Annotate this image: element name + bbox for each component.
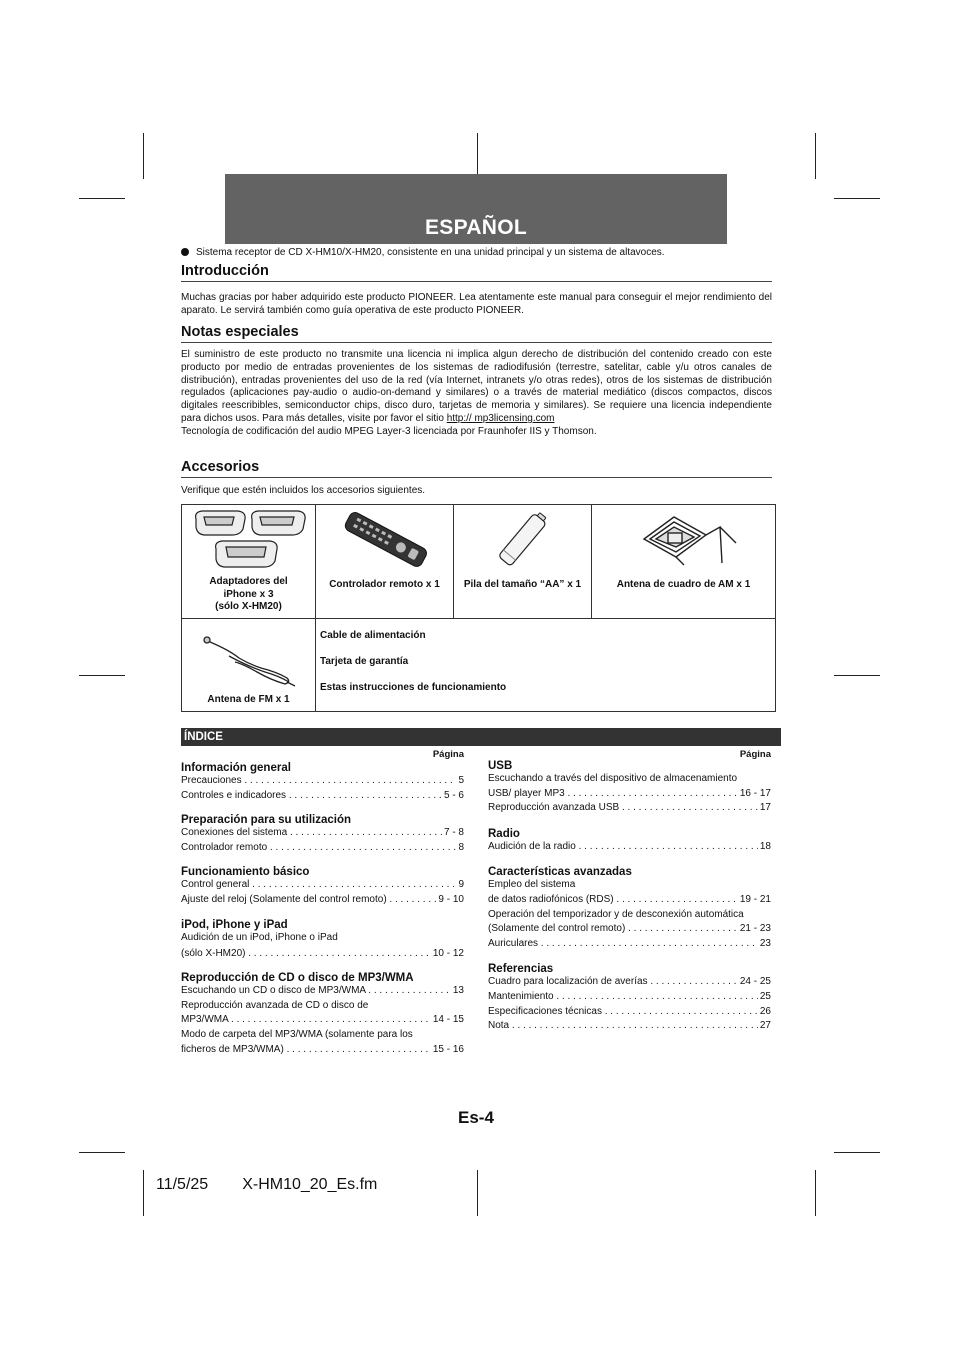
product-bullet: [181, 247, 781, 258]
index-entry[interactable]: Cuadro para localización de averías . . . 24 - 25: [488, 975, 771, 990]
intro-heading: Introducción: [181, 263, 772, 282]
index-entry[interactable]: Reproducción avanzada USB . . . 17: [488, 801, 771, 816]
page-label: Página: [432, 749, 464, 760]
adapters-caption-1: Adaptadores del: [209, 576, 288, 587]
adapters-caption-3: (sólo X-HM20): [215, 601, 282, 612]
index-entry[interactable]: Control general . . . 9: [181, 878, 464, 893]
index-entry[interactable]: (sólo X-HM20) . . . 10 - 12: [181, 945, 464, 962]
page-label: Página: [739, 749, 771, 760]
crop-mark: [815, 133, 816, 179]
index-entry[interactable]: (Solamente del control remoto) . . . 21 - 23: [488, 922, 771, 937]
misc-item-instructions: Estas instrucciones de funcionamiento: [320, 681, 507, 693]
index-group-heading[interactable]: Reproducción de CD o disco de MP3/WMA: [181, 972, 414, 985]
index-entry[interactable]: Mantenimiento . . . 25: [488, 990, 771, 1005]
crop-mark: [79, 198, 125, 199]
accessories-intro: Verifique que estén incluidos los accesorios siguientes.: [181, 485, 426, 496]
index-entry[interactable]: Especificaciones técnicas . . . 26: [488, 1005, 771, 1020]
footer-date: 11/5/25: [156, 1176, 209, 1193]
crop-mark: [477, 1170, 478, 1216]
accessory-cell-battery: [454, 505, 592, 619]
index-entry[interactable]: Escuchando un CD o disco de MP3/WMA . . . 13: [181, 984, 464, 999]
accessories-heading: Accesorios: [181, 459, 772, 478]
crop-mark: [143, 1170, 144, 1216]
notes-text: El suministro de este producto no transmite una licencia ni implica algun derecho de distribución del contenido creado con este producto por medio de entradas provenientes de los sistemas de radiodifusión (terrestre, satelitar, cable y/u otros canales de distribución), entradas provenientes del uso de la red (vía Internet, intranets y/o otras redes), otros de los sistemas de distribución regulados (aplicaciones pay-audio o audio-on-demand y similares) o a través de material mediático (discos compactos, discos digitales reescribibles, semiconductor chips, disco duro, tarjetas de memoria y similares). Se requiere una licencia independiente para dichos usos. Para más detalles, visite por favor el sitio: [181, 349, 772, 424]
index-entry[interactable]: de datos radiofónicos (RDS) . . . 19 - 21: [488, 893, 771, 908]
remote-caption: Controlador remoto x 1: [329, 579, 440, 590]
index-entry[interactable]: Auriculares . . . 23: [488, 937, 771, 952]
language-banner: [225, 174, 727, 244]
index-group-heading[interactable]: Preparación para su utilización: [181, 814, 351, 827]
intro-text: Muchas gracias por haber adquirido este producto PIONEER. Lea atentamente este manual para conseguir el mejor rendimiento del aparato. Le servirá también como guía operativa de este producto PIONEER.: [181, 292, 772, 316]
index-group-heading[interactable]: Funcionamiento básico: [181, 866, 310, 879]
footer-filename: X-HM10_20_Es.fm: [242, 1176, 378, 1193]
index-entry[interactable]: MP3/WMA . . . 14 - 15: [181, 1013, 464, 1028]
iphone-adapters-icon: [182, 505, 315, 573]
index-right-column: [488, 749, 771, 1034]
index-entry[interactable]: Nota . . . 27: [488, 1019, 771, 1034]
crop-mark: [815, 1170, 816, 1216]
print-footer: [156, 1176, 377, 1194]
accessory-cell-remote: [316, 505, 454, 619]
fm-antenna-caption: Antena de FM x 1: [207, 694, 290, 705]
misc-item-warranty: Tarjeta de garantía: [320, 655, 409, 667]
index-entry[interactable]: Ajuste del reloj (Solamente del control remoto) . . . 9 - 10: [181, 893, 464, 908]
index-header: ÍNDICE: [181, 728, 781, 746]
crop-mark: [834, 675, 880, 676]
adapters-caption-2: iPhone x 3: [223, 588, 274, 600]
index-entry[interactable]: Precauciones . . . 5: [181, 774, 464, 789]
index-entry-text: Audición de un iPod, iPhone o iPad: [181, 931, 338, 943]
index-entry[interactable]: USB/ player MP3 . . . 16 - 17: [488, 787, 771, 802]
am-loop-antenna-icon: [592, 505, 775, 573]
notes-text-block: [181, 349, 772, 439]
index-entry[interactable]: Audición de la radio . . . 18: [488, 840, 771, 855]
licensing-link[interactable]: http:// mp3licensing.com: [446, 412, 555, 424]
battery-icon: [454, 505, 591, 573]
notes-text-2: Tecnología de codificación del audio MPEG Layer-3 licenciada por Fraunhofer IIS y Thomson.: [181, 425, 597, 437]
index-group-heading[interactable]: Referencias: [488, 963, 554, 976]
crop-mark: [79, 1152, 125, 1153]
accessory-cell-misc: [316, 618, 776, 711]
index-entry-text: Escuchando a través del dispositivo de almacenamiento: [488, 773, 738, 784]
accessories-table: [181, 504, 776, 712]
index-group-heading[interactable]: iPod, iPhone y iPad: [181, 918, 288, 931]
crop-mark: [834, 198, 880, 199]
crop-mark: [79, 675, 125, 676]
index-entry-text: Empleo del sistema: [488, 879, 576, 891]
accessory-cell-am-antenna: [592, 505, 776, 619]
am-antenna-caption: Antena de cuadro de AM x 1: [616, 579, 751, 590]
index-entry-text: Modo de carpeta del MP3/WMA (solamente para los: [181, 1028, 413, 1040]
crop-mark: [477, 133, 478, 179]
page-number: Es-4: [458, 1108, 494, 1127]
page-title: ESPAÑOL: [424, 216, 528, 239]
notes-heading: Notas especiales: [181, 324, 772, 343]
index-entry[interactable]: Conexiones del sistema . . . 7 - 8: [181, 826, 464, 841]
index-left-column: [181, 749, 464, 1057]
fm-antenna-icon: [182, 629, 315, 691]
index-entry[interactable]: ficheros de MP3/WMA) . . . 15 - 16: [181, 1043, 464, 1058]
battery-caption: Pila del tamaño “AA” x 1: [463, 579, 582, 590]
crop-mark: [834, 1152, 880, 1153]
index-group-heading[interactable]: USB: [488, 760, 513, 772]
index-entry-text: Reproducción avanzada de CD o disco de: [181, 999, 369, 1011]
index-group-heading[interactable]: Radio: [488, 827, 520, 840]
remote-control-icon: [316, 505, 453, 573]
index-group-heading[interactable]: Información general: [181, 762, 291, 774]
accessory-cell-adapters: [182, 505, 316, 619]
bullet-icon: [181, 248, 189, 256]
index-group-heading[interactable]: Características avanzadas: [488, 866, 632, 879]
crop-mark: [143, 133, 144, 179]
index-entry[interactable]: Controles e indicadores . . . 5 - 6: [181, 789, 464, 804]
product-bullet-text: Sistema receptor de CD X-HM10/X-HM20, consistente en una unidad principal y un sistema de altavoces.: [196, 247, 665, 258]
index-entry-text: Operación del temporizador y de desconexión automática: [488, 908, 744, 920]
accessory-cell-fm-antenna: [182, 618, 316, 711]
index-entry[interactable]: Controlador remoto . . . 8: [181, 841, 464, 856]
misc-item-power-cable: Cable de alimentación: [320, 629, 426, 641]
